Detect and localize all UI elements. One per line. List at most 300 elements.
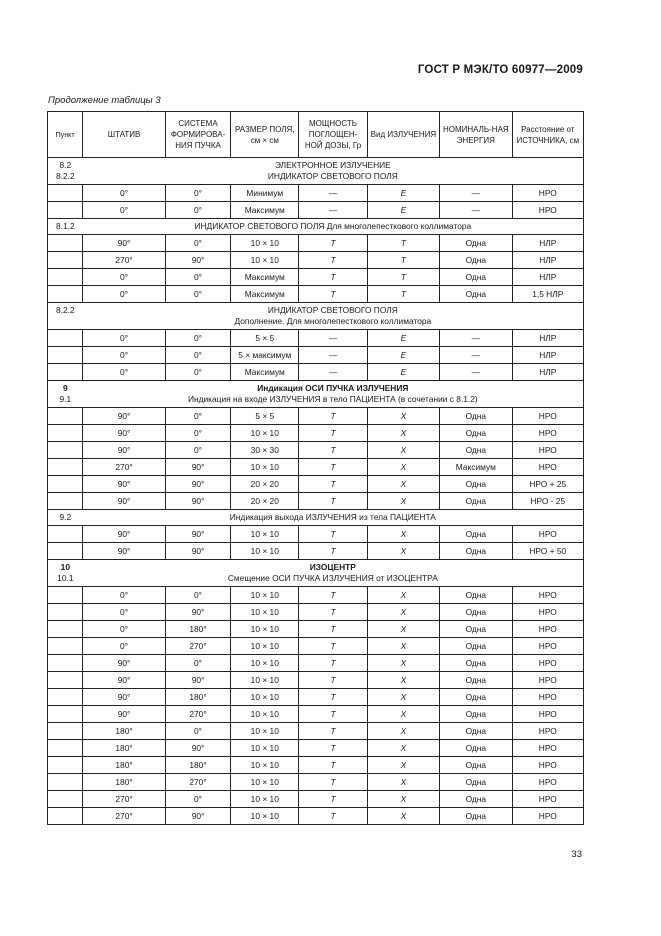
section-title — [83, 381, 584, 408]
energy-cell: Одна — [440, 791, 512, 808]
distance-cell: НЛР — [512, 347, 583, 364]
energy-cell: — — [440, 185, 512, 202]
beam-system-cell: 90° — [165, 493, 230, 510]
beam-system-cell: 0° — [165, 269, 230, 286]
beam-system-cell: 90° — [165, 476, 230, 493]
table-row — [48, 408, 584, 425]
gantry-cell: 270° — [83, 791, 166, 808]
field-size-cell: 10 × 10 — [231, 655, 299, 672]
col-header-clause: Пункт — [48, 112, 83, 158]
beam-system-cell: 270° — [165, 774, 230, 791]
clause-cell — [48, 185, 83, 202]
field-size-cell: Максимум — [231, 269, 299, 286]
table-header-row — [48, 112, 584, 158]
clause-cell — [48, 364, 83, 381]
distance-cell: НРО — [512, 723, 583, 740]
distance-cell: НРО — [512, 202, 583, 219]
dose-rate-cell: T — [299, 689, 367, 706]
field-size-cell: Максимум — [231, 286, 299, 303]
gantry-cell: 90° — [83, 655, 166, 672]
gantry-cell: 90° — [83, 706, 166, 723]
document-header: ГОСТ Р МЭК/ТО 60977—2009 — [417, 64, 583, 76]
section-title-line: Индикация ОСИ ПУЧКА ИЗЛУЧЕНИЯ — [257, 383, 409, 393]
gantry-cell: 0° — [83, 286, 166, 303]
section-number-line: 9 — [63, 383, 68, 393]
table-row — [48, 330, 584, 347]
distance-cell: НРО — [512, 587, 583, 604]
beam-system-cell: 270° — [165, 638, 230, 655]
dose-rate-cell: T — [299, 774, 367, 791]
beam-system-cell: 90° — [165, 543, 230, 560]
field-size-cell: 10 × 10 — [231, 723, 299, 740]
table-row — [48, 655, 584, 672]
gantry-cell: 0° — [83, 330, 166, 347]
beam-system-cell: 90° — [165, 526, 230, 543]
radiation-type-cell: X — [367, 791, 439, 808]
distance-cell: НРО — [512, 808, 583, 825]
dose-rate-cell: T — [299, 655, 367, 672]
energy-cell: Одна — [440, 425, 512, 442]
clause-cell — [48, 740, 83, 757]
field-size-cell: Максимум — [231, 364, 299, 381]
energy-cell: Одна — [440, 655, 512, 672]
table-row — [48, 425, 584, 442]
radiation-type-cell: X — [367, 723, 439, 740]
distance-cell: НРО + 25 — [512, 476, 583, 493]
clause-cell — [48, 587, 83, 604]
energy-cell: Одна — [440, 476, 512, 493]
section-title — [83, 303, 584, 330]
section-row — [48, 219, 584, 235]
beam-system-cell: 0° — [165, 364, 230, 381]
beam-system-cell: 0° — [165, 791, 230, 808]
section-title-line: ЭЛЕКТРОННОЕ ИЗЛУЧЕНИЕ — [274, 160, 391, 170]
gantry-cell: 180° — [83, 740, 166, 757]
distance-cell: НЛР — [512, 330, 583, 347]
beam-system-cell: 270° — [165, 706, 230, 723]
field-size-cell: 5 × 5 — [231, 408, 299, 425]
table-row — [48, 459, 584, 476]
distance-cell: НЛР — [512, 252, 583, 269]
distance-cell: НРО — [512, 689, 583, 706]
clause-cell — [48, 808, 83, 825]
field-size-cell: 10 × 10 — [231, 526, 299, 543]
radiation-type-cell: E — [367, 202, 439, 219]
table-row — [48, 638, 584, 655]
section-number-line: 10.1 — [57, 573, 74, 583]
section-title-line: Индикация выхода ИЗЛУЧЕНИЯ из тела ПАЦИЕНТА — [229, 512, 436, 522]
distance-cell: НРО — [512, 526, 583, 543]
gantry-cell: 90° — [83, 408, 166, 425]
radiation-type-cell: X — [367, 408, 439, 425]
gantry-cell: 90° — [83, 672, 166, 689]
section-number-line: 8.2.2 — [56, 171, 75, 181]
table-row — [48, 269, 584, 286]
distance-cell: НРО — [512, 638, 583, 655]
dose-rate-cell: — — [299, 347, 367, 364]
clause-cell — [48, 330, 83, 347]
distance-cell: НРО — [512, 706, 583, 723]
field-size-cell: 10 × 10 — [231, 757, 299, 774]
energy-cell: Одна — [440, 269, 512, 286]
field-size-cell: 10 × 10 — [231, 252, 299, 269]
energy-cell: Одна — [440, 774, 512, 791]
energy-cell: Одна — [440, 252, 512, 269]
table-row — [48, 202, 584, 219]
field-size-cell: 20 × 20 — [231, 493, 299, 510]
radiation-type-cell: X — [367, 706, 439, 723]
distance-cell: НРО — [512, 621, 583, 638]
energy-cell: Одна — [440, 740, 512, 757]
dose-rate-cell: — — [299, 185, 367, 202]
table-row — [48, 757, 584, 774]
beam-system-cell: 90° — [165, 252, 230, 269]
section-number-line — [50, 316, 81, 327]
gantry-cell: 270° — [83, 459, 166, 476]
gantry-cell: 0° — [83, 604, 166, 621]
clause-cell — [48, 621, 83, 638]
test-table — [47, 111, 584, 825]
page-number: 33 — [571, 849, 582, 860]
section-number-line: 8.1.2 — [56, 221, 75, 231]
dose-rate-cell: T — [299, 235, 367, 252]
energy-cell: Одна — [440, 408, 512, 425]
table-row — [48, 526, 584, 543]
distance-cell: НРО + 50 — [512, 543, 583, 560]
col-header-radiation-type: Вид ИЗЛУЧЕНИЯ — [367, 112, 439, 158]
energy-cell: Одна — [440, 672, 512, 689]
table-row — [48, 235, 584, 252]
section-title-line: ИЗОЦЕНТР — [309, 562, 356, 572]
energy-cell: — — [440, 330, 512, 347]
table-row — [48, 543, 584, 560]
table-row — [48, 587, 584, 604]
beam-system-cell: 90° — [165, 604, 230, 621]
radiation-type-cell: X — [367, 442, 439, 459]
dose-rate-cell: T — [299, 587, 367, 604]
gantry-cell: 0° — [83, 364, 166, 381]
dose-rate-cell: T — [299, 526, 367, 543]
section-number — [48, 381, 83, 408]
radiation-type-cell: X — [367, 808, 439, 825]
dose-rate-cell: — — [299, 330, 367, 347]
beam-system-cell: 0° — [165, 587, 230, 604]
beam-system-cell: 0° — [165, 442, 230, 459]
table-caption: Продолжение таблицы 3 — [48, 95, 161, 106]
clause-cell — [48, 757, 83, 774]
gantry-cell: 90° — [83, 442, 166, 459]
table-row — [48, 723, 584, 740]
field-size-cell: 10 × 10 — [231, 235, 299, 252]
col-header-dose-rate: МОЩНОСТЬ ПОГЛОЩЕН-НОЙ ДОЗЫ, Гр — [299, 112, 367, 158]
distance-cell: НРО — [512, 408, 583, 425]
field-size-cell: 20 × 20 — [231, 476, 299, 493]
distance-cell: НРО — [512, 774, 583, 791]
gantry-cell: 0° — [83, 202, 166, 219]
field-size-cell: 10 × 10 — [231, 543, 299, 560]
beam-system-cell: 0° — [165, 425, 230, 442]
dose-rate-cell: T — [299, 476, 367, 493]
distance-cell: НРО — [512, 185, 583, 202]
clause-cell — [48, 459, 83, 476]
section-number — [48, 510, 83, 526]
section-row — [48, 381, 584, 408]
clause-cell — [48, 604, 83, 621]
section-number-line: 9.1 — [59, 394, 72, 404]
table-row — [48, 286, 584, 303]
section-title-line: ИНДИКАТОР СВЕТОВОГО ПОЛЯ — [267, 171, 398, 181]
dose-rate-cell: T — [299, 425, 367, 442]
field-size-cell: 10 × 10 — [231, 706, 299, 723]
gantry-cell: 90° — [83, 493, 166, 510]
radiation-type-cell: X — [367, 493, 439, 510]
distance-cell: НРО — [512, 459, 583, 476]
energy-cell: Одна — [440, 757, 512, 774]
energy-cell: Одна — [440, 493, 512, 510]
distance-cell: НЛР — [512, 235, 583, 252]
radiation-type-cell: X — [367, 587, 439, 604]
gantry-cell: 180° — [83, 723, 166, 740]
gantry-cell: 180° — [83, 757, 166, 774]
gantry-cell: 0° — [83, 347, 166, 364]
section-number-line: 9.2 — [59, 512, 72, 522]
section-number-line: 8.2.2 — [56, 305, 75, 315]
section-number — [48, 303, 83, 330]
field-size-cell: 10 × 10 — [231, 689, 299, 706]
section-row — [48, 158, 584, 185]
beam-system-cell: 180° — [165, 757, 230, 774]
radiation-type-cell: E — [367, 364, 439, 381]
distance-cell: НРО — [512, 604, 583, 621]
table-row — [48, 706, 584, 723]
radiation-type-cell: X — [367, 604, 439, 621]
energy-cell: Одна — [440, 526, 512, 543]
beam-system-cell: 90° — [165, 740, 230, 757]
table-row — [48, 672, 584, 689]
gantry-cell: 0° — [83, 185, 166, 202]
distance-cell: 1,5 НЛР — [512, 286, 583, 303]
dose-rate-cell: T — [299, 706, 367, 723]
gantry-cell: 90° — [83, 235, 166, 252]
radiation-type-cell: X — [367, 655, 439, 672]
radiation-type-cell: E — [367, 185, 439, 202]
radiation-type-cell: X — [367, 459, 439, 476]
field-size-cell: 10 × 10 — [231, 621, 299, 638]
dose-rate-cell: T — [299, 252, 367, 269]
field-size-cell: 10 × 10 — [231, 587, 299, 604]
field-size-cell: Максимум — [231, 202, 299, 219]
clause-cell — [48, 672, 83, 689]
distance-cell: НЛР — [512, 269, 583, 286]
radiation-type-cell: X — [367, 689, 439, 706]
section-row — [48, 303, 584, 330]
clause-cell — [48, 286, 83, 303]
dose-rate-cell: T — [299, 442, 367, 459]
clause-cell — [48, 252, 83, 269]
gantry-cell: 270° — [83, 808, 166, 825]
clause-cell — [48, 543, 83, 560]
distance-cell: НРО — [512, 442, 583, 459]
radiation-type-cell: X — [367, 425, 439, 442]
dose-rate-cell: T — [299, 723, 367, 740]
dose-rate-cell: T — [299, 286, 367, 303]
distance-cell: НРО — [512, 655, 583, 672]
energy-cell: Одна — [440, 543, 512, 560]
field-size-cell: 5 × максимум — [231, 347, 299, 364]
energy-cell: Одна — [440, 689, 512, 706]
energy-cell: — — [440, 202, 512, 219]
field-size-cell: Минимум — [231, 185, 299, 202]
radiation-type-cell: T — [367, 269, 439, 286]
radiation-type-cell: X — [367, 638, 439, 655]
field-size-cell: 10 × 10 — [231, 672, 299, 689]
section-title-line: Смещение ОСИ ПУЧКА ИЗЛУЧЕНИЯ от ИЗОЦЕНТРА — [227, 573, 438, 583]
section-row — [48, 510, 584, 526]
gantry-cell: 0° — [83, 269, 166, 286]
clause-cell — [48, 526, 83, 543]
radiation-type-cell: E — [367, 347, 439, 364]
col-header-distance: Расстояние от ИСТОЧНИКА, см — [512, 112, 583, 158]
field-size-cell: 10 × 10 — [231, 604, 299, 621]
energy-cell: Одна — [440, 604, 512, 621]
section-number — [48, 158, 83, 185]
energy-cell: — — [440, 347, 512, 364]
gantry-cell: 90° — [83, 526, 166, 543]
field-size-cell: 10 × 10 — [231, 459, 299, 476]
section-title-line: ИНДИКАТОР СВЕТОВОГО ПОЛЯ — [267, 305, 398, 315]
radiation-type-cell: X — [367, 740, 439, 757]
distance-cell: НРО — [512, 425, 583, 442]
gantry-cell: 0° — [83, 638, 166, 655]
energy-cell: Одна — [440, 621, 512, 638]
beam-system-cell: 90° — [165, 808, 230, 825]
distance-cell: НРО — [512, 740, 583, 757]
clause-cell — [48, 202, 83, 219]
energy-cell: Одна — [440, 442, 512, 459]
radiation-type-cell: X — [367, 476, 439, 493]
radiation-type-cell: X — [367, 774, 439, 791]
dose-rate-cell: T — [299, 408, 367, 425]
dose-rate-cell: — — [299, 364, 367, 381]
clause-cell — [48, 269, 83, 286]
energy-cell: Максимум — [440, 459, 512, 476]
section-title-line: Дополнение. Для многолепесткового коллиматора — [234, 316, 432, 326]
table-row — [48, 364, 584, 381]
beam-system-cell: 90° — [165, 459, 230, 476]
radiation-type-cell: T — [367, 252, 439, 269]
dose-rate-cell: T — [299, 459, 367, 476]
beam-system-cell: 0° — [165, 185, 230, 202]
dose-rate-cell: T — [299, 543, 367, 560]
clause-cell — [48, 638, 83, 655]
radiation-type-cell: X — [367, 672, 439, 689]
field-size-cell: 10 × 10 — [231, 774, 299, 791]
beam-system-cell: 0° — [165, 235, 230, 252]
distance-cell: НРО — [512, 791, 583, 808]
col-header-gantry: ШТАТИВ — [83, 112, 166, 158]
distance-cell: НРО - 25 — [512, 493, 583, 510]
dose-rate-cell: T — [299, 791, 367, 808]
beam-system-cell: 0° — [165, 286, 230, 303]
clause-cell — [48, 774, 83, 791]
dose-rate-cell: T — [299, 672, 367, 689]
col-header-field-size: РАЗМЕР ПОЛЯ, см × см — [231, 112, 299, 158]
gantry-cell: 90° — [83, 543, 166, 560]
beam-system-cell: 0° — [165, 655, 230, 672]
dose-rate-cell: T — [299, 808, 367, 825]
table-row — [48, 791, 584, 808]
table-row — [48, 442, 584, 459]
radiation-type-cell: E — [367, 330, 439, 347]
clause-cell — [48, 235, 83, 252]
beam-system-cell: 0° — [165, 202, 230, 219]
radiation-type-cell: X — [367, 526, 439, 543]
radiation-type-cell: X — [367, 543, 439, 560]
table-row — [48, 347, 584, 364]
gantry-cell: 0° — [83, 621, 166, 638]
section-number — [48, 560, 83, 587]
energy-cell: — — [440, 364, 512, 381]
col-header-energy: НОМИНАЛЬ-НАЯ ЭНЕРГИЯ — [440, 112, 512, 158]
section-title-line: Индикация на входе ИЗЛУЧЕНИЯ в тело ПАЦИЕНТА (в сочетании с 8.1.2) — [187, 394, 478, 404]
gantry-cell: 90° — [83, 689, 166, 706]
clause-cell — [48, 791, 83, 808]
dose-rate-cell: — — [299, 202, 367, 219]
gantry-cell: 180° — [83, 774, 166, 791]
field-size-cell: 10 × 10 — [231, 791, 299, 808]
clause-cell — [48, 706, 83, 723]
section-title-line: ИНДИКАТОР СВЕТОВОГО ПОЛЯ Для многолепесткового коллиматора — [194, 221, 472, 231]
clause-cell — [48, 493, 83, 510]
beam-system-cell: 180° — [165, 621, 230, 638]
beam-system-cell: 90° — [165, 672, 230, 689]
table-row — [48, 621, 584, 638]
dose-rate-cell: T — [299, 621, 367, 638]
radiation-type-cell: X — [367, 621, 439, 638]
energy-cell: Одна — [440, 235, 512, 252]
clause-cell — [48, 723, 83, 740]
distance-cell: НРО — [512, 757, 583, 774]
distance-cell: НЛР — [512, 364, 583, 381]
section-title — [83, 510, 584, 526]
clause-cell — [48, 689, 83, 706]
field-size-cell: 10 × 10 — [231, 425, 299, 442]
section-row — [48, 560, 584, 587]
table-row — [48, 689, 584, 706]
clause-cell — [48, 347, 83, 364]
beam-system-cell: 180° — [165, 689, 230, 706]
gantry-cell: 90° — [83, 476, 166, 493]
table-row — [48, 604, 584, 621]
distance-cell: НРО — [512, 672, 583, 689]
energy-cell: Одна — [440, 286, 512, 303]
energy-cell: Одна — [440, 587, 512, 604]
field-size-cell: 10 × 10 — [231, 808, 299, 825]
table-row — [48, 493, 584, 510]
field-size-cell: 5 × 5 — [231, 330, 299, 347]
table-row — [48, 740, 584, 757]
energy-cell: Одна — [440, 638, 512, 655]
section-number — [48, 219, 83, 235]
dose-rate-cell: T — [299, 493, 367, 510]
clause-cell — [48, 408, 83, 425]
field-size-cell: 10 × 10 — [231, 638, 299, 655]
energy-cell: Одна — [440, 808, 512, 825]
radiation-type-cell: X — [367, 757, 439, 774]
clause-cell — [48, 655, 83, 672]
field-size-cell: 30 × 30 — [231, 442, 299, 459]
table-row — [48, 185, 584, 202]
